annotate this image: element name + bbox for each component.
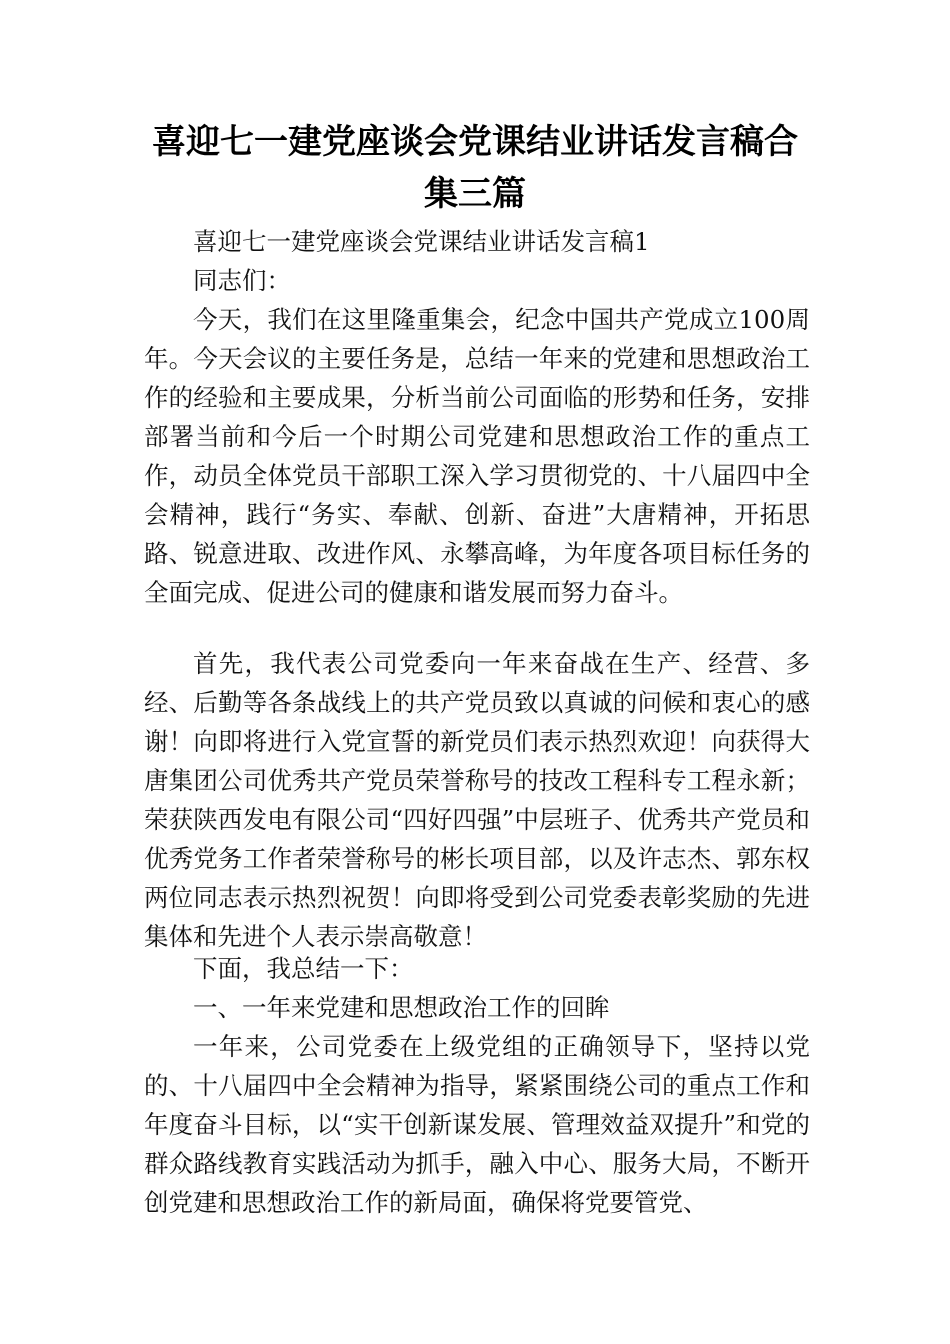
body-paragraph-summary-intro: 下面，我总结一下： [193,954,414,983]
speech-subtitle: 喜迎七一建党座谈会党课结业讲话发言稿1 [193,227,650,256]
section-heading-1: 一、一年来党建和思想政治工作的回眸 [193,993,610,1022]
document-title-line-2: 集三篇 [424,174,526,214]
body-paragraph-thanks: 首先，我代表公司党委向一年来奋战在生产、经营、多经、后勤等各条战线上的共产党员致以真诚的问候和衷心的感谢！向即将进行入党宣誓的新党员们表示热烈欢迎！向获得大唐集团公司优秀共产党员荣誉称号的技改工程科专工程永新；荣获陕西发电有限公司“四好四强”中层班子、优秀共产党员和优秀党务工作者荣誉称号的彬长项目部，以及许志杰、郭东权两位同志表示热烈祝贺！向即将受到公司党委表彰奖励的先进集体和先进个人表示崇高敬意！ [144,649,810,951]
body-paragraph-review: 一年来，公司党委在上级党组的正确领导下，坚持以党的、十八届四中全会精神为指导，紧紧围绕公司的重点工作和年度奋斗目标，以“实干创新谋发展、管理效益双提升”和党的群众路线教育实践活动为抓手，融入中心、服务大局，不断开创党建和思想政治工作的新局面，确保将党要管党、 [144,1032,810,1217]
body-paragraph-opening: 今天，我们在这里隆重集会，纪念中国共产党成立100周年。今天会议的主要任务是，总结一年来的党建和思想政治工作的经验和主要成果，分析当前公司面临的形势和任务，安排部署当前和今后一个时期公司党建和思想政治工作的重点工作，动员全体党员干部职工深入学习贯彻党的、十八届四中全会精神，践行“务实、奉献、创新、奋进”大唐精神，开拓思路、锐意进取、改进作风、永攀高峰，为年度各项目标任务的全面完成、促进公司的健康和谐发展而努力奋斗。 [144,305,810,607]
document-title-line-1: 喜迎七一建党座谈会党课结业讲话发言稿合 [152,122,798,162]
salutation: 同志们： [193,266,291,295]
